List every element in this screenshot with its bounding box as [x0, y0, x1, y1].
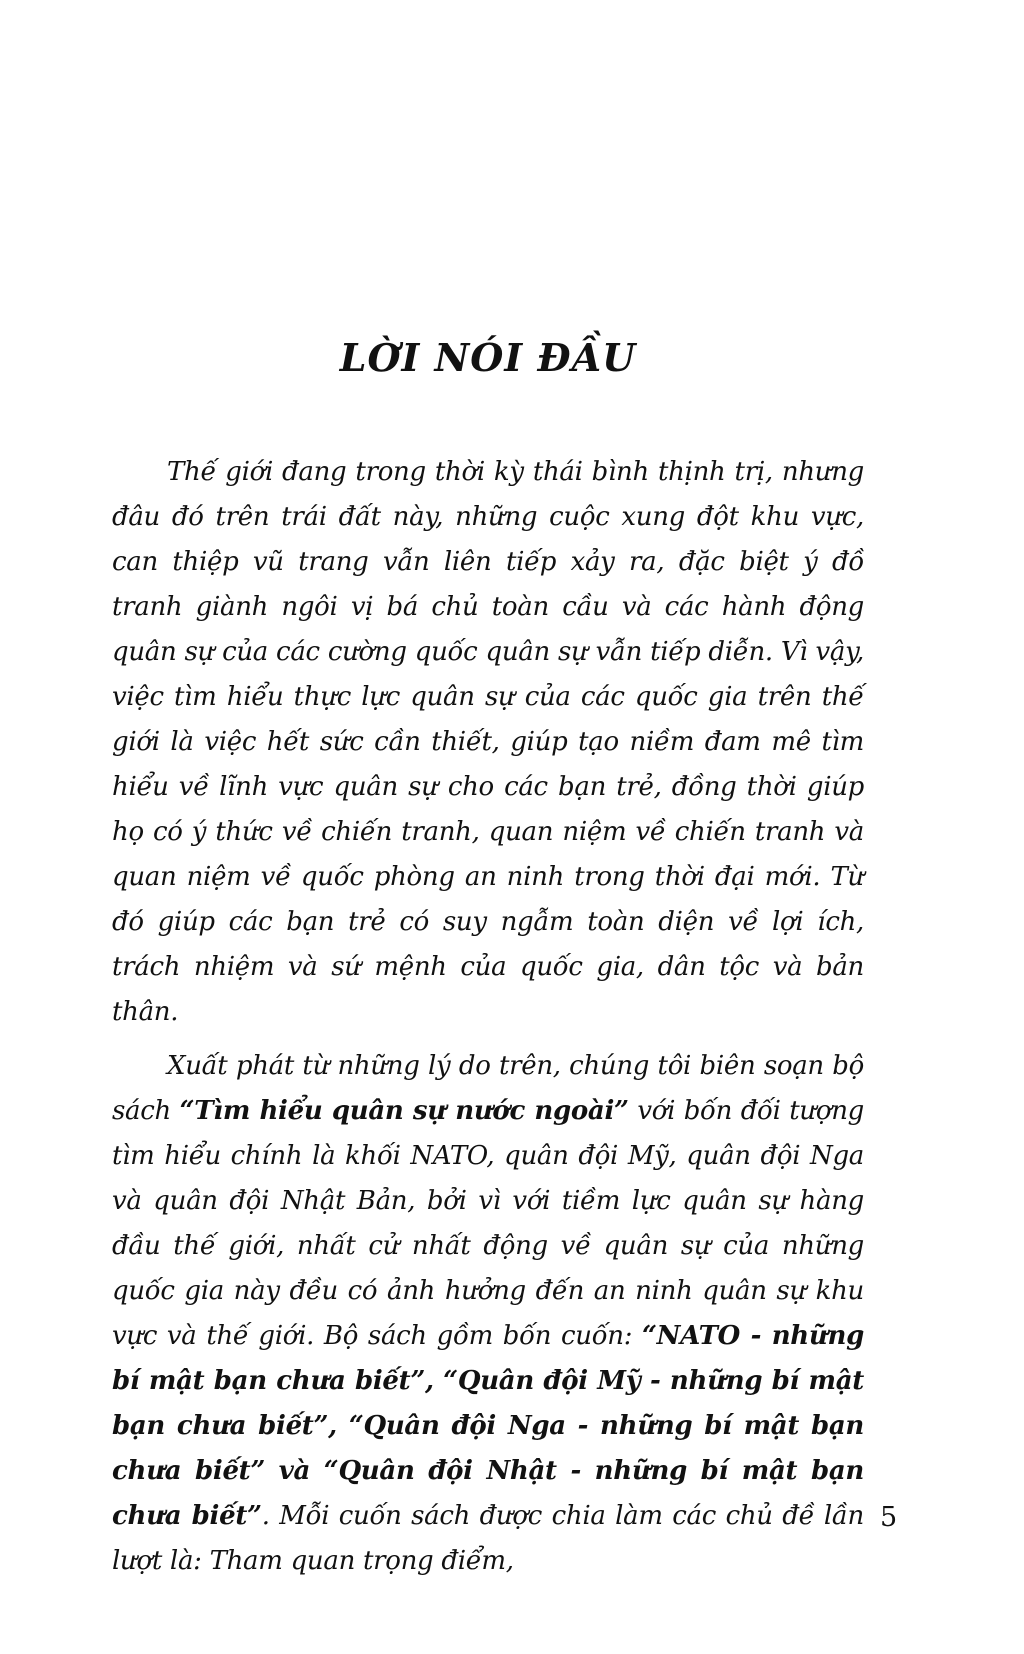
text-segment: . Mỗi cuốn sách được chia làm các chủ đề lần lượt là: Tham quan trọng điểm, [112, 1501, 864, 1576]
bold-text-segment: “NATO - những bí mật bạn chưa biết”, “Quân đội Mỹ - những bí mật bạn chưa biết”, “Quân đội Nga - những bí mật bạn chưa biết” và “Quân đội Nhật - những bí mật bạn chưa biết” [112, 1321, 864, 1531]
bold-text-segment: “Tìm hiểu quân sự nước ngoài” [179, 1096, 629, 1126]
page-title: LỜI NÓI ĐẦU [339, 335, 637, 380]
text-segment: Thế giới đang trong thời kỳ thái bình thịnh trị, nhưng đâu đó trên trái đất này, những cuộc xung đột khu vực, can thiệp vũ trang vẫn liên tiếp xảy ra, đặc biệt ý đồ tranh giành ngôi vị bá chủ toàn cầu và các hành động quân sự của các cường quốc quân sự vẫn tiếp diễn. Vì vậy, việc tìm hiểu thực lực quân sự của các quốc gia trên thế giới là việc hết sức cần thiết, giúp tạo niềm đam mê tìm hiểu về lĩnh vực quân sự cho các bạn trẻ, đồng thời giúp họ có ý thức về chiến tranh, quan niệm về chiến tranh và quan niệm về quốc phòng an ninh trong thời đại mới. Từ đó giúp các bạn trẻ có suy ngẫm toàn diện về lợi ích, trách nhiệm và sứ mệnh của quốc gia, dân tộc và bản thân. [112, 457, 864, 1027]
text-block [112, 335, 864, 1584]
paragraph [112, 1044, 864, 1584]
paragraph [112, 450, 864, 1035]
text-segment: Xuất phát từ những lý do trên, chúng tôi biên soạn bộ sách [112, 1051, 864, 1126]
paragraphs [112, 450, 864, 1584]
text-segment: với bốn đối tượng tìm hiểu chính là khối NATO, quân đội Mỹ, quân đội Nga và quân đội Nhật Bản, bởi vì với tiềm lực quân sự hàng đầu thế giới, nhất cử nhất động về quân sự của những quốc gia này đều có ảnh hưởng đến an ninh quân sự khu vực và thế giới. Bộ sách gồm bốn cuốn: [112, 1096, 865, 1351]
page-number: 5 [880, 1502, 898, 1533]
